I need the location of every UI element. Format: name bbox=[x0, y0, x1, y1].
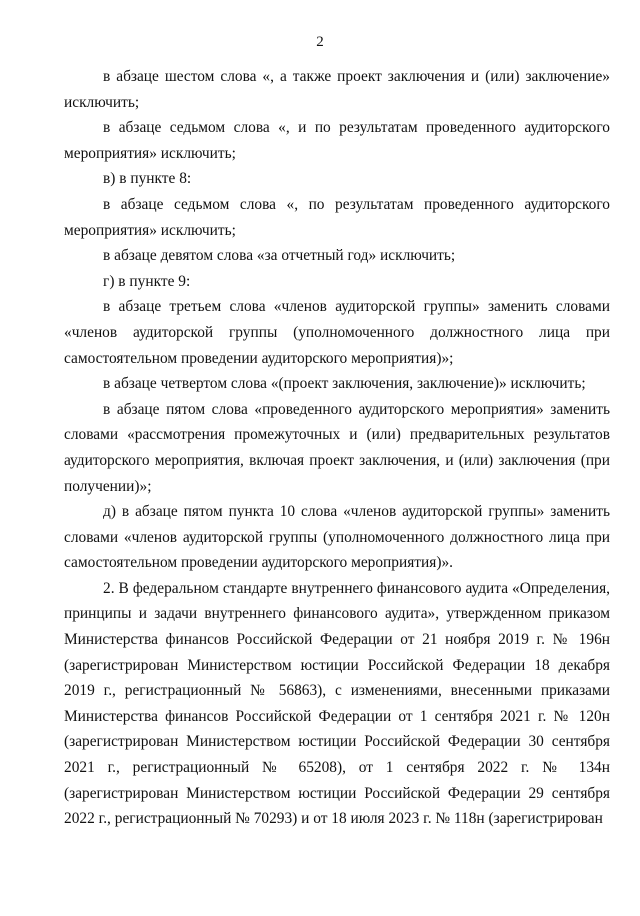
paragraph-9: в абзаце пятом слова «проведенного аудиторского мероприятия» заменить словами «рассмотрения промежуточных и (или) предварительных результатов аудиторского мероприятия, включая проект заключения, и (или) заключения (при получении)»; bbox=[64, 400, 610, 495]
paragraph-4: в абзаце седьмом слова «, по результатам проведенного аудиторского мероприятия» исключить; bbox=[64, 195, 610, 239]
paragraph-6: г) в пункте 9: bbox=[103, 272, 191, 290]
paragraph-5: в абзаце девятом слова «за отчетный год» исключить; bbox=[103, 247, 456, 265]
paragraph-8: в абзаце четвертом слова «(проект заключения, заключение)» исключить; bbox=[103, 375, 586, 393]
paragraph-3: в) в пункте 8: bbox=[103, 170, 192, 188]
paragraph-7: в абзаце третьем слова «членов аудиторской группы» заменить словами «членов аудиторской группы (уполномоченного должностного лица при самостоятельном проведении аудиторского мероприятия)»; bbox=[64, 298, 610, 367]
page-number: 2 bbox=[316, 34, 324, 50]
paragraph-1: в абзаце шестом слова «, а также проект заключения и (или) заключение» исключить; bbox=[64, 68, 610, 111]
paragraph-11: 2. В федеральном стандарте внутреннего финансового аудита «Определения, принципы и задачи внутреннего финансового аудита», утвержденном приказом Министерства финансов Российской Федерации от 21 ноября 2019 г. № 196н (зарегистрирован Министерством юстиции Российской Федерации 18 декабря 2019 г., регистрационный № 56863), с изменениями, внесенными приказами Министерства финансов Российской Федерации от 1 сентября 2021 г. № 120н (зарегистрирован Министерством юстиции Российской Федерации 30 сентября 2021 г., регистрационный № 65208), от 1 сентября 2022 г. № 134н (зарегистрирован Министерством юстиции Российской Федерации 29 сентября 2022 г., регистрационный № 70293) и от 18 июля 2023 г. № 118н (зарегистрирован bbox=[64, 579, 610, 828]
document-body bbox=[64, 64, 610, 832]
paragraph-2: в абзаце седьмом слова «, и по результатам проведенного аудиторского мероприятия» исключить; bbox=[64, 119, 610, 162]
paragraph-10: д) в абзаце пятом пункта 10 слова «членов аудиторской группы» заменить словами «членов аудиторской группы (уполномоченного должностного лица при самостоятельном проведении аудиторского мероприятия)». bbox=[64, 503, 610, 572]
